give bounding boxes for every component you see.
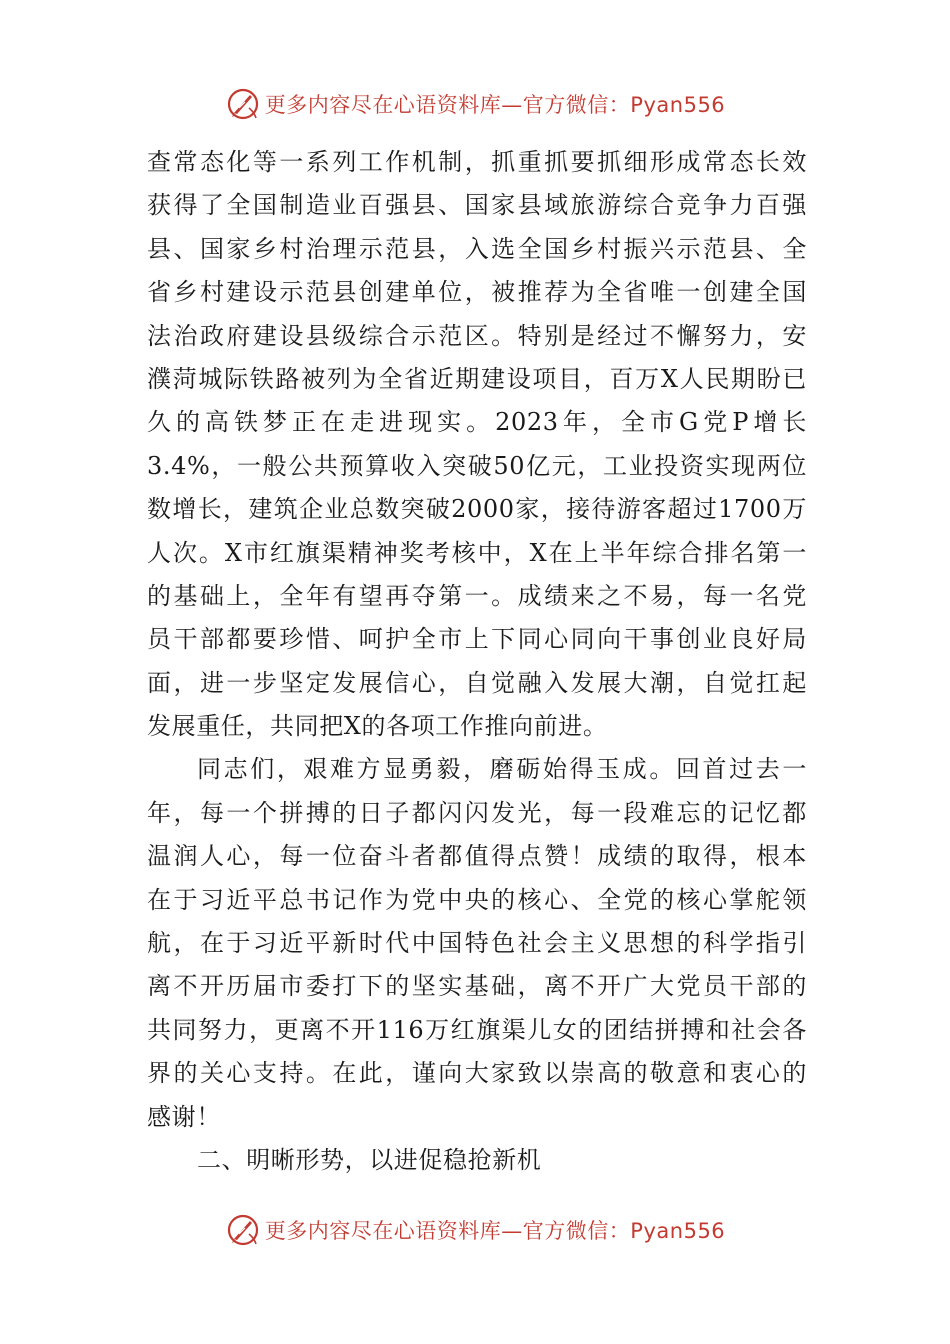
text-line: 感谢！	[147, 1102, 221, 1131]
text-line: 共同努力，更离不开116万红旗渠儿女的团结拼搏和社会各	[147, 1015, 807, 1044]
text-line: 的基础上，全年有望再夺第一。成绩来之不易，每一名党	[147, 581, 807, 610]
text-line: 省乡村建设示范县创建单位，被推荐为全省唯一创建全国	[147, 278, 807, 307]
text-line: 获得了全国制造业百强县、国家县域旅游综合竞争力百强	[147, 191, 807, 220]
pen-feather-logo-icon	[225, 1212, 261, 1248]
text-line: 发展重任，共同把X的各项工作推向前进。	[147, 712, 608, 741]
text-line: 人次。X市红旗渠精神奖考核中，X在上半年综合排名第一	[147, 538, 807, 567]
paragraph-1	[147, 141, 807, 748]
paragraph-2	[147, 748, 807, 1139]
text-line: 离不开历届市委打下的坚实基础，离不开广大党员干部的	[147, 972, 807, 1001]
pen-feather-logo-icon	[225, 86, 261, 122]
text-line: 同志们，艰难方显勇毅，磨砺始得玉成。回首过去一	[197, 755, 807, 784]
text-line: 面，进一步坚定发展信心，自觉融入发展大潮，自觉扛起	[147, 668, 807, 697]
footer-banner-text: 更多内容尽在心语资料库—官方微信：Pyan556	[264, 1219, 726, 1243]
text-line: 年，每一个拼搏的日子都闪闪发光，每一段难忘的记忆都	[147, 798, 807, 827]
header-banner-text: 更多内容尽在心语资料库—官方微信：Pyan556	[264, 93, 726, 117]
text-line: 县、国家乡村治理示范县，入选全国乡村振兴示范县、全	[147, 234, 807, 263]
footer-banner	[0, 1212, 950, 1248]
text-line: 3.4%，一般公共预算收入突破50亿元，工业投资实现两位	[147, 451, 807, 480]
text-line: 员干部都要珍惜、呵护全市上下同心同向干事创业良好局	[147, 625, 807, 654]
text-line: 数增长，建筑企业总数突破2000家，接待游客超过1700万	[147, 495, 807, 524]
text-line: 久的高铁梦正在走进现实。2023年，全市G党P增长	[147, 408, 807, 437]
text-line: 界的关心支持。在此，谨向大家致以崇高的敬意和衷心的	[147, 1059, 807, 1088]
section-heading: 二、明晰形势，以进促稳抢新机	[197, 1145, 542, 1174]
text-line: 濮菏城际铁路被列为全省近期建设项目，百万X人民期盼已	[147, 364, 807, 393]
text-line: 航，在于习近平新时代中国特色社会主义思想的科学指引	[147, 929, 807, 958]
text-line: 温润人心，每一位奋斗者都值得点赞！成绩的取得，根本	[147, 842, 807, 871]
document-body	[147, 141, 807, 1182]
text-line: 在于习近平总书记作为党中央的核心、全党的核心掌舵领	[147, 885, 807, 914]
text-line: 法治政府建设县级综合示范区。特别是经过不懈努力，安	[147, 321, 807, 350]
text-line: 查常态化等一系列工作机制，抓重抓要抓细形成常态长效	[147, 148, 807, 176]
header-banner	[0, 86, 950, 122]
